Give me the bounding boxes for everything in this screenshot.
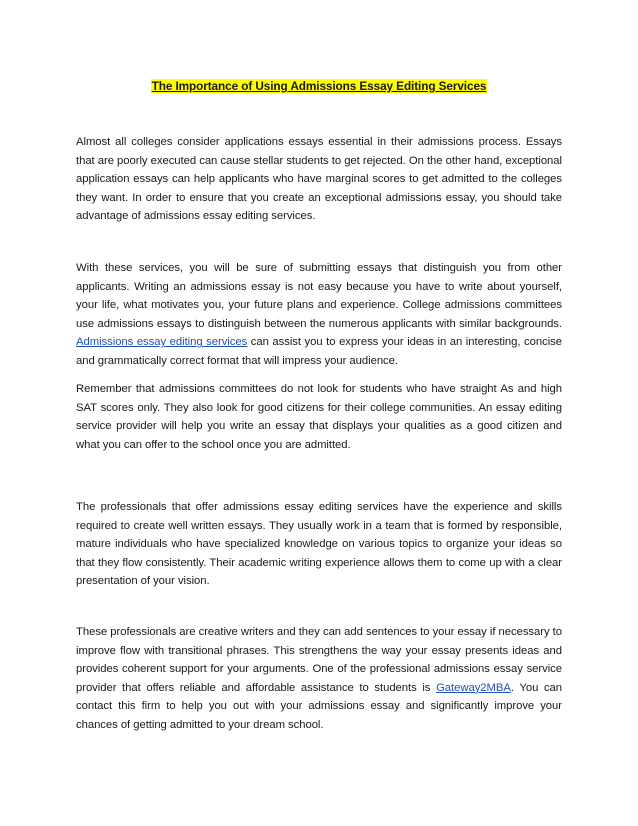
document-title-text: The Importance of Using Admissions Essay Editing Services	[151, 79, 487, 93]
paragraph-2-text-after: can assist you to express your ideas in an interesting, concise and grammatically correct format that will impress your audience.	[76, 336, 562, 367]
paragraph-2-text-before: With these services, you will be sure of submitting essays that distinguish you from other applicants. Writing an admissions essay is not easy because you have to write about yourself, your life, what motivates you, your future plans and experience. College admissions committees use admissions essays to distinguish between the numerous applicants with similar backgrounds.	[76, 262, 562, 330]
document-title	[0, 78, 638, 94]
paragraph-2	[76, 259, 562, 371]
admissions-essay-editing-link[interactable]: Admissions essay editing services	[76, 336, 248, 349]
paragraph-4	[76, 498, 562, 591]
paragraph-1	[76, 133, 562, 226]
paragraph-5-text-after: . You can contact this firm to help you out with your admissions essay and significantly improve your chances of getting admitted to your dream school.	[76, 681, 563, 731]
paragraph-1-text: Almost all colleges consider applications essays essential in their admissions process. Essays that are poorly executed can cause stellar students to get rejected. On the other hand, exceptional application essays can help applicants who have marginal scores to get admitted to the colleges they want. In order to ensure that you create an exceptional admissions essay, you should take advantage of admissions essay editing services.	[76, 136, 562, 223]
paragraph-4-text: The professionals that offer admissions essay editing services have the experience and skills required to create well written essays. They usually work in a team that is formed by responsible, mature individuals who have specialized knowledge on various topics to organize your ideas so that they flow consistently. Their academic writing experience allows them to come up with a clear presentation of your vision.	[76, 501, 562, 588]
paragraph-3-text: Remember that admissions committees do not look for students who have straight As and high SAT scores only. They also look for good citizens for their college communities. An essay editing service provider will help you write an essay that displays your qualities as a good citizen and what you can offer to the school once you are admitted.	[76, 383, 562, 451]
gateway2mba-link[interactable]: Gateway2MBA	[436, 681, 511, 694]
paragraph-5-text-before: These professionals are creative writers and they can add sentences to your essay if necessary to improve flow with transitional phrases. This strengthens the way your essay presents ideas and provides coherent support for your arguments. One of the professional admissions essay service provider that offers reliable and affordable assistance to students is	[76, 626, 562, 694]
paragraph-3	[76, 380, 562, 454]
paragraph-5	[76, 623, 562, 735]
